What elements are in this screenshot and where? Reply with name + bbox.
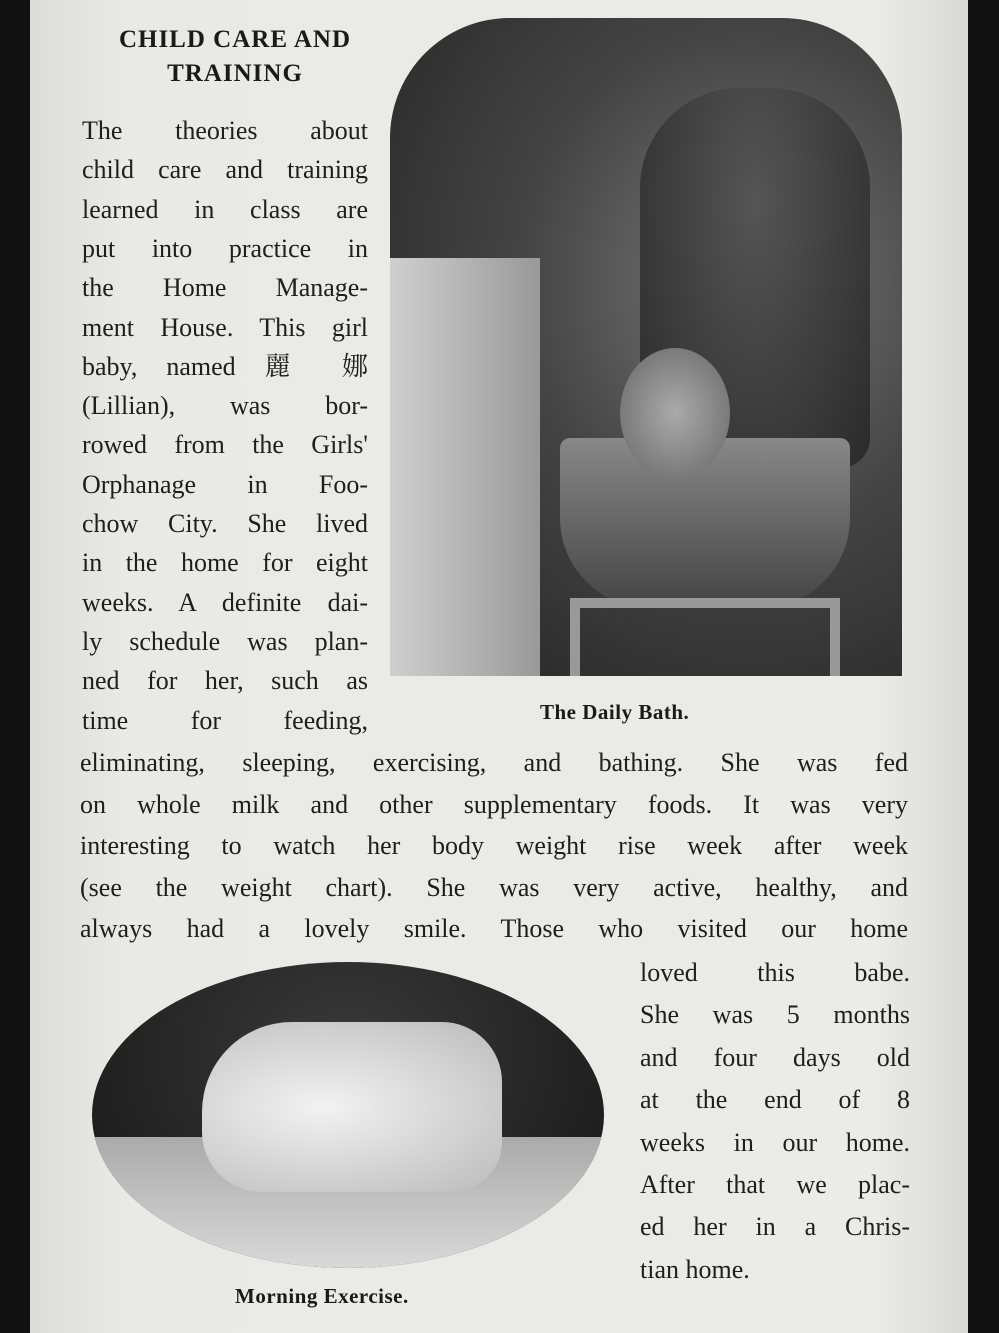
text-line: Orphanage in Foo- (82, 469, 368, 499)
heading-line-2: TRAINING (167, 60, 303, 87)
text-line: in the home for eight (82, 548, 368, 578)
text-line: and four days old (640, 1042, 910, 1072)
text-line: time for feeding, (82, 705, 368, 735)
text-line: (Lillian), was bor- (82, 391, 368, 421)
morning-exercise-caption: Morning Exercise. (235, 1284, 409, 1308)
text-line: always had a lovely smile. Those who visited our home (80, 914, 908, 943)
text-line: tian home. (640, 1254, 750, 1284)
text-line: After that we plac- (640, 1170, 910, 1199)
text-line: weeks. A definite dai- (82, 587, 368, 617)
text-line: ly schedule was plan- (82, 626, 368, 656)
text-line: weeks in our home. (640, 1127, 910, 1157)
text-line: the Home Manage- (82, 273, 368, 303)
text-line: on whole milk and other supplementary foods. It was very (80, 789, 908, 819)
text-line: chow City. She lived (82, 509, 368, 538)
text-line: interesting to watch her body weight rise week after week (80, 831, 908, 860)
daily-bath-caption: The Daily Bath. (540, 700, 690, 724)
text-line: (see the weight chart). She was very active, healthy, and (80, 872, 908, 902)
text-line: rowed from the Girls' (82, 430, 368, 460)
text-line: ment House. This girl (82, 312, 368, 342)
text-line: The theories about (82, 116, 368, 145)
morning-exercise-photo (92, 962, 604, 1268)
text-line: She was 5 months (640, 1000, 910, 1030)
text-line: put into practice in (82, 233, 368, 263)
text-line: at the end of 8 (640, 1085, 910, 1115)
text-line: baby, named 麗 娜 (82, 351, 368, 381)
text-line: child care and training (82, 155, 368, 185)
text-line: learned in class are (82, 194, 368, 224)
text-line: loved this babe. (640, 958, 910, 987)
heading-line-1: CHILD CARE AND (118, 26, 352, 53)
text-line: ed her in a Chris- (640, 1212, 910, 1242)
text-line: eliminating, sleeping, exercising, and bathing. She was fed (80, 748, 908, 777)
text-line: ned for her, such as (82, 666, 368, 696)
daily-bath-photo (390, 18, 902, 676)
